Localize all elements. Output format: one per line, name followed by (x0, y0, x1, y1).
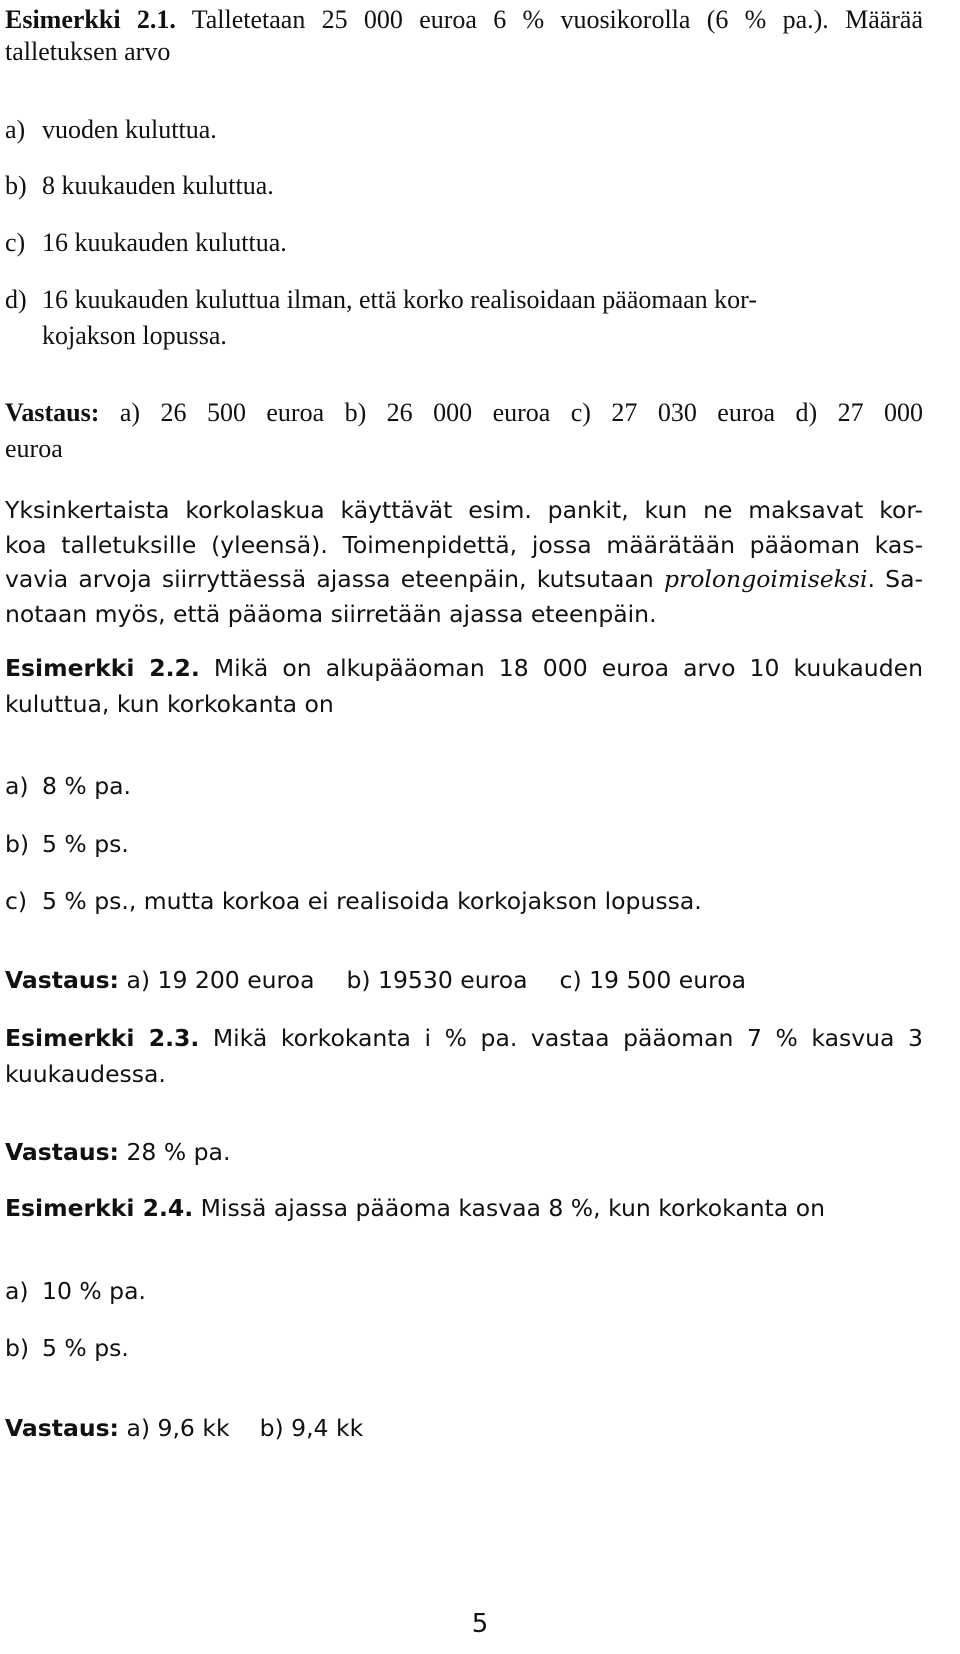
answer-a: a) 26 500 euroa (119, 398, 325, 427)
example-2-1-heading (5, 2, 923, 38)
answer-a: a) 19 200 euroa (126, 966, 315, 994)
example-text: Talletetaan 25 000 euroa 6 % vuosikorolla (6 % pa.). Määrää (191, 5, 924, 34)
answer-label: Vastaus: (5, 1138, 119, 1166)
example-label: Esimerkki 2.3. (5, 1024, 200, 1052)
item-label: b) (5, 1334, 30, 1362)
answer-2-2 (5, 962, 923, 998)
example-2-4-heading (5, 1190, 923, 1226)
list-item (5, 282, 923, 318)
answer-c: c) 27 030 euroa (570, 398, 776, 427)
item-text: 5 % ps. (42, 830, 129, 858)
paragraph-text: . Sa- (867, 565, 923, 593)
example-text: Mikä on alkupääoman 18 000 euroa arvo 10 kuukauden (213, 654, 923, 682)
item-label: a) (5, 772, 29, 800)
answer-label: Vastaus: (5, 1414, 119, 1442)
item-text: vuoden kuluttua. (42, 115, 217, 144)
item-label: a) (5, 1277, 29, 1305)
answer-b: b) 9,4 kk (259, 1414, 364, 1442)
item-text: 5 % ps., mutta korkoa ei realisoida korkojakson lopussa. (42, 887, 702, 915)
list-item (5, 768, 923, 804)
list-item (5, 826, 923, 862)
item-label: a) (5, 115, 26, 144)
paragraph-line (5, 561, 923, 597)
paragraph-text: vavia arvoja siirryttäessä ajassa eteenpäin, kutsutaan (5, 565, 654, 593)
item-text: 16 kuukauden kuluttua. (42, 228, 287, 257)
italic-term: prolongoimiseksi (663, 565, 868, 593)
example-text-continued: kuluttua, kun korkokanta on (5, 690, 334, 718)
example-2-3-heading (5, 1020, 923, 1056)
paragraph-line: koa talletuksille (yleensä). Toimenpidettä, jossa määrätään pääoman kas- (5, 531, 923, 559)
paragraph-line: notaan myös, että pääoma siirretään ajassa eteenpäin. (5, 600, 657, 628)
answer-2-1 (5, 395, 923, 431)
item-text: 16 kuukauden kuluttua ilman, että korko realisoidaan pääomaan kor- (42, 285, 757, 314)
list-item (5, 225, 923, 261)
answer-c: c) 19 500 euroa (559, 966, 747, 994)
answer-label: Vastaus: (5, 966, 119, 994)
answer-b: b) 19530 euroa (346, 966, 528, 994)
example-label: Esimerkki 2.1. (5, 5, 176, 34)
item-text: 8 kuukauden kuluttua. (42, 171, 274, 200)
answer-2-3 (5, 1134, 923, 1170)
answer-label: Vastaus: (5, 398, 100, 427)
item-label: c) (5, 887, 28, 915)
list-item (5, 1330, 923, 1366)
example-label: Esimerkki 2.2. (5, 654, 200, 682)
answer-a: a) 9,6 kk (126, 1414, 230, 1442)
item-label: b) (5, 830, 30, 858)
item-text: 10 % pa. (42, 1277, 146, 1305)
item-text: 5 % ps. (42, 1334, 129, 1362)
item-label: c) (5, 228, 26, 257)
answer-d: d) 27 000 (795, 398, 924, 427)
answer-text: 28 % pa. (126, 1138, 231, 1166)
item-label: d) (5, 285, 27, 314)
answer-b: b) 26 000 euroa (344, 398, 551, 427)
example-text-continued: kuukaudessa. (5, 1060, 166, 1088)
item-label: b) (5, 171, 27, 200)
example-text-continued: talletuksen arvo (5, 37, 171, 66)
list-item (5, 168, 923, 204)
item-text-continued: kojakson lopussa. (42, 321, 227, 350)
list-item (5, 1273, 923, 1309)
example-2-2-heading (5, 650, 923, 686)
answer-continued: euroa (5, 434, 63, 463)
list-item (5, 112, 923, 148)
example-text: Missä ajassa pääoma kasvaa 8 %, kun korkokanta on (200, 1194, 826, 1222)
example-label: Esimerkki 2.4. (5, 1194, 194, 1222)
example-text: Mikä korkokanta i % pa. vastaa pääoman 7 % kasvua 3 (212, 1024, 923, 1052)
page-number: 5 (471, 1609, 489, 1639)
answer-2-4 (5, 1410, 923, 1446)
list-item (5, 883, 923, 919)
paragraph-line: Yksinkertaista korkolaskua käyttävät esim. pankit, kun ne maksavat kor- (5, 496, 923, 524)
item-text: 8 % pa. (42, 772, 132, 800)
